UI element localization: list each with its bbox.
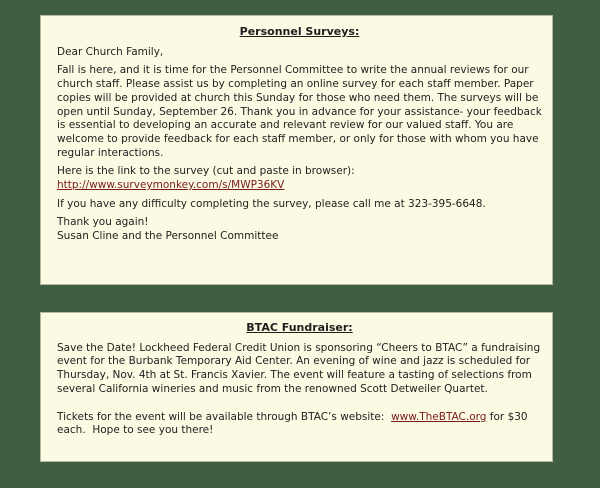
personnel-surveys-card	[40, 15, 553, 285]
btac-website-link[interactable]: www.TheBTAC.org	[391, 410, 487, 423]
surveys-link-block	[57, 165, 542, 192]
btac-fundraiser-title: BTAC Fundraiser:	[246, 321, 353, 334]
surveys-closing	[57, 216, 542, 243]
surveys-thanks: Thank you again!	[57, 216, 149, 229]
surveys-link-intro: Here is the link to the survey (cut and paste in browser):	[57, 165, 355, 178]
btac-tickets-prefix: Tickets for the event will be available through BTAC’s website:	[57, 410, 392, 423]
survey-link[interactable]: http://www.surveymonkey.com/s/MWP36KV	[57, 179, 285, 192]
personnel-surveys-title: Personnel Surveys:	[239, 25, 360, 38]
surveys-signature: Susan Cline and the Personnel Committee	[57, 230, 279, 243]
btac-body: Save the Date! Lockheed Federal Credit Union is sponsoring “Cheers to BTAC” a fundraising event for the Burbank Temporary Aid Center. An evening of wine and jazz is scheduled for Thursday, Nov. 4th at St. Francis Xavier. The event will feature a tasting of selections from several California wineries and music from the renowned Scott Detweiler Quartet.	[57, 341, 541, 395]
surveys-body: Fall is here, and it is time for the Personnel Committee to write the annual reviews for our church staff. Please assist us by completing an online survey for each staff member. Paper copies will be provided at church this Sunday for those who need them. The surveys will be open until Sunday, September 26. Thank you in advance for your assistance- your feedback is essential to developing an accurate and relevant review for our valued staff. You are welcome to provide feedback for each staff member, or only for those with whom you have regular interactions.	[57, 64, 542, 159]
surveys-greeting: Dear Church Family,	[57, 45, 164, 58]
surveys-difficulty: If you have any difficulty completing the survey, please call me at 323-395-6648.	[57, 197, 486, 210]
btac-tickets-suffix: for $30 each. Hope to see you there!	[57, 410, 531, 437]
btac-tickets	[57, 411, 542, 438]
btac-fundraiser-card	[40, 312, 553, 462]
